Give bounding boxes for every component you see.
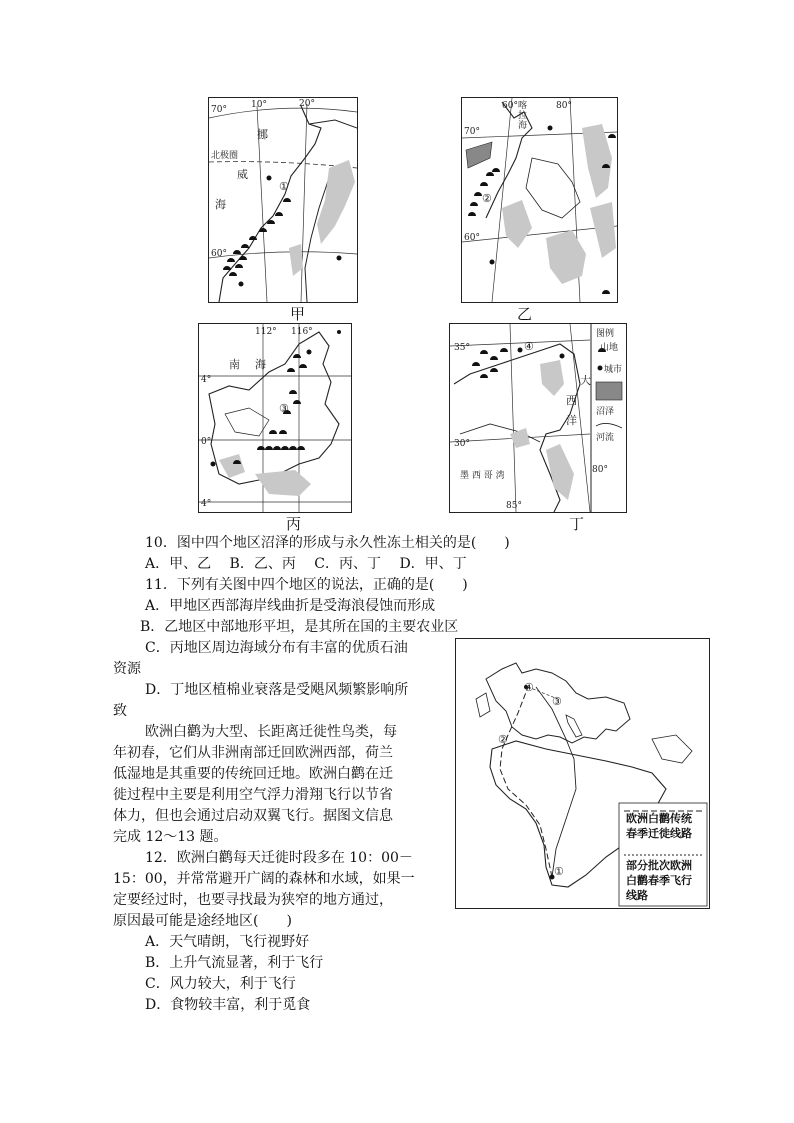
lat-4s-label: 4° bbox=[201, 499, 212, 509]
stork-point-3: ③ bbox=[552, 695, 562, 708]
q12-option-a: A．天气晴朗，飞行视野好 bbox=[145, 934, 310, 950]
legend-mountain: 山地 bbox=[600, 343, 619, 353]
map-ding bbox=[449, 323, 627, 513]
q12-stem-line3: 定要经过时，也要寻找最为狭窄的地方通过， bbox=[113, 892, 393, 908]
lon-80-label: 80° bbox=[592, 465, 608, 475]
lon-112-label: 112° bbox=[255, 327, 277, 337]
norway-char-1: 挪 bbox=[257, 128, 268, 141]
kara-sea-char-1: 喀 bbox=[518, 101, 528, 111]
stork-point-4: ④ bbox=[524, 681, 534, 694]
q10-stem: 10．图中四个地区沼泽的形成与永久性冻土相关的是( ) bbox=[145, 535, 510, 551]
map-yi-caption: 乙 bbox=[517, 305, 533, 323]
region-number-1: ① bbox=[279, 180, 289, 193]
q11-option-a: A．甲地区西部海岸线曲折是受海浪侵蚀而形成 bbox=[145, 598, 436, 614]
map-yi bbox=[461, 97, 618, 303]
passage-line-1: 欧洲白鹳为大型、长距离迁徙性鸟类，每 bbox=[145, 724, 397, 740]
lat-0-label: 0° bbox=[201, 437, 212, 447]
q11-option-c-line1: C．丙地区周边海域分布有丰富的优质石油 bbox=[145, 640, 408, 656]
q11-option-c-line2: 资源 bbox=[113, 661, 141, 677]
passage-line-4: 徙过程中主要是利用空气浮力滑翔飞行以节省 bbox=[113, 787, 393, 803]
sea-label: 海 bbox=[215, 198, 226, 211]
lon-116-label: 116° bbox=[291, 327, 313, 337]
lon-10-label: 10° bbox=[251, 100, 267, 110]
q11-option-b: B．乙地区中部地形平坦，是其所在国的主要农业区 bbox=[140, 619, 459, 635]
region-number-2: ② bbox=[482, 192, 492, 205]
lat-35-label: 35° bbox=[454, 343, 470, 353]
lat-70-label: 70° bbox=[464, 127, 480, 137]
stork-legend-traditional: 欧洲白鹳传统春季迁徙线路 bbox=[626, 812, 692, 840]
map-jia bbox=[208, 97, 358, 303]
south-sea-char-2: 海 bbox=[255, 358, 266, 371]
atlantic-char-3: 洋 bbox=[566, 414, 577, 427]
map-ding-caption: 丁 bbox=[569, 515, 585, 533]
stork-point-2: ② bbox=[498, 733, 508, 746]
legend-marsh: 沼泽 bbox=[596, 407, 615, 417]
lat-30-label: 30° bbox=[454, 439, 470, 449]
atlantic-char-1: 大 bbox=[580, 374, 591, 387]
q12-stem-line1: 12．欧洲白鹳每天迁徙时段多在 10：00－ bbox=[145, 850, 413, 866]
arctic-circle-label: 北极圈 bbox=[211, 151, 239, 161]
q12-option-c: C．风力较大，利于飞行 bbox=[145, 976, 296, 992]
lon-80-label: 80° bbox=[556, 101, 572, 111]
lon-20-label: 20° bbox=[299, 99, 315, 109]
lat-4n-label: 4° bbox=[201, 375, 212, 385]
map-bing-caption: 丙 bbox=[286, 515, 302, 533]
passage-line-2: 年初春，它们从非洲南部迁回欧洲西部，荷兰 bbox=[113, 745, 393, 761]
q10-options: A．甲、乙 B．乙、丙 C．丙、丁 D．甲、丁 bbox=[145, 556, 467, 572]
stork-migration-map bbox=[455, 638, 710, 909]
lon-85-label: 85° bbox=[506, 501, 522, 511]
stork-point-1: ① bbox=[554, 865, 564, 878]
legend-river: 河流 bbox=[596, 433, 615, 443]
q12-option-b: B．上升气流显著，利于飞行 bbox=[145, 955, 324, 971]
passage-line-5: 体力，但也会通过启动双翼飞行。据图文信息 bbox=[113, 808, 393, 824]
legend-city: 城市 bbox=[604, 365, 623, 375]
south-sea-char-1: 南 bbox=[229, 358, 240, 371]
q12-stem-line4: 原因最可能是途经地区( ) bbox=[113, 913, 292, 929]
gulf-label: 墨 西 哥 湾 bbox=[460, 471, 505, 481]
lon-60-label: 60° bbox=[502, 101, 518, 111]
q11-option-d-line2: 致 bbox=[113, 703, 127, 719]
atlantic-char-2: 西 bbox=[566, 394, 577, 407]
lat-70-label: 70° bbox=[211, 105, 227, 115]
q12-option-d: D．食物较丰富，利于觅食 bbox=[145, 997, 311, 1013]
stork-legend-partial: 部分批次欧洲白鹳春季飞行线路 bbox=[626, 859, 692, 902]
region-number-4: ④ bbox=[524, 340, 534, 353]
kara-sea-char-3: 海 bbox=[518, 121, 528, 131]
region-number-3: ③ bbox=[279, 402, 289, 415]
q11-option-d-line1: D．丁地区植棉业衰落是受飓风频繁影响所 bbox=[145, 682, 409, 698]
map-jia-caption: 甲 bbox=[290, 305, 306, 323]
q12-stem-line2: 15：00，并常常避开广阔的森林和水域，如果一 bbox=[113, 871, 415, 887]
norway-char-2: 威 bbox=[237, 168, 248, 181]
kara-sea-char-2: 拉 bbox=[518, 111, 528, 121]
map-bing bbox=[198, 323, 352, 513]
legend-title: 图例 bbox=[596, 329, 615, 339]
passage-line-3: 低湿地是其重要的传统回迁地。欧洲白鹳在迁 bbox=[113, 766, 393, 782]
q11-stem: 11．下列有关图中四个地区的说法，正确的是( ) bbox=[145, 577, 468, 593]
lat-60-label: 60° bbox=[464, 233, 480, 243]
passage-line-6: 完成 12～13 题。 bbox=[113, 829, 228, 845]
lat-60-label: 60° bbox=[211, 249, 227, 259]
